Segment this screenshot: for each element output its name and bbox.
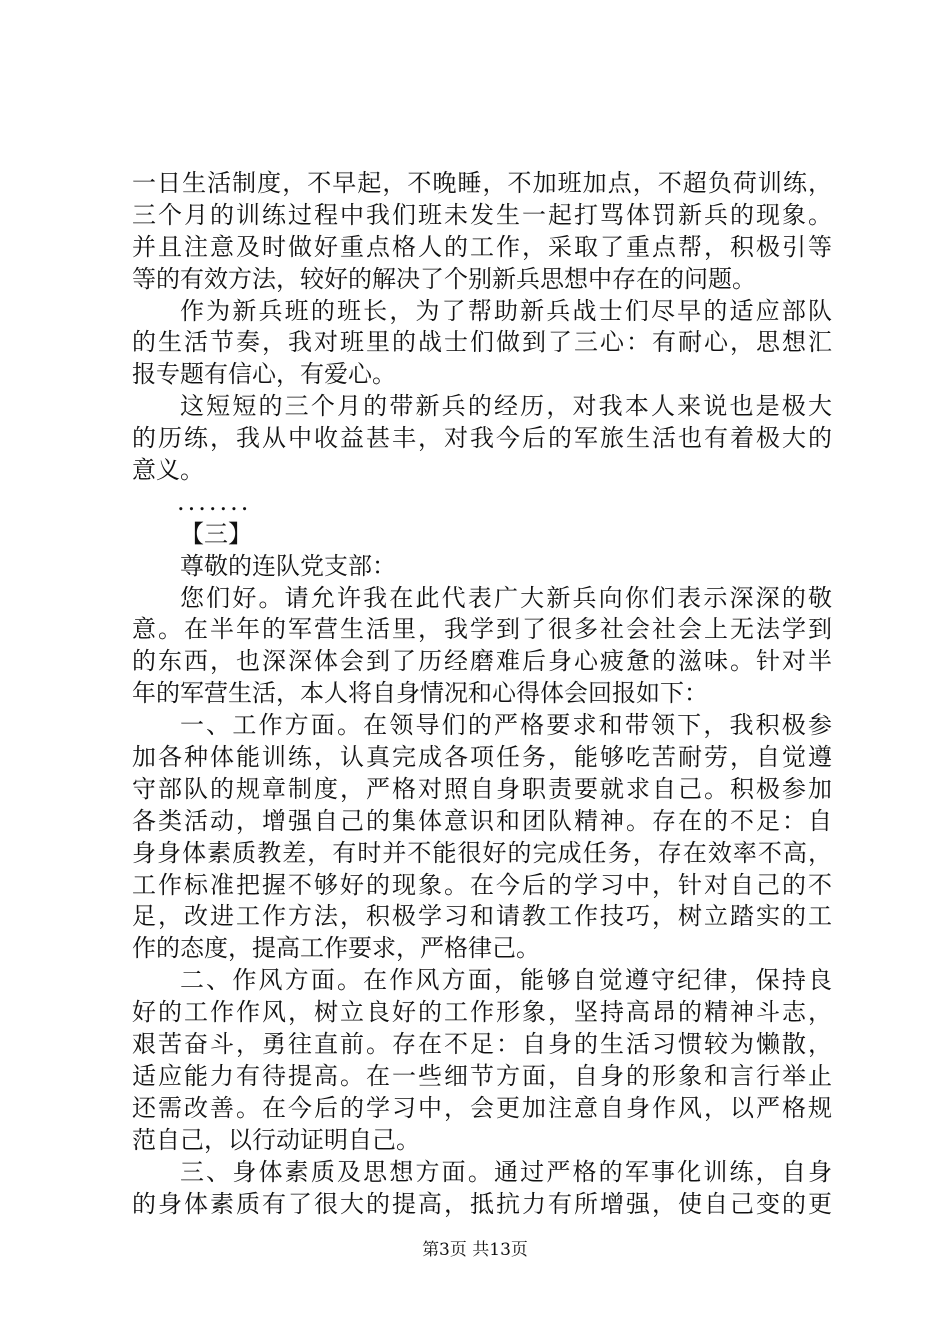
document-body	[132, 168, 832, 1220]
text-line: 尊敬的连队党支部：	[180, 551, 396, 580]
text-line: 意。在半年的军营生活里，我学到了很多社会社会上无法学到	[132, 615, 832, 644]
ellipsis-separator: .......	[177, 487, 252, 516]
text-line: 工作标准把握不够好的现象。在今后的学习中，针对自己的不	[132, 870, 832, 899]
text-line: 一、工作方面。在领导们的严格要求和带领下，我积极参	[180, 711, 832, 740]
text-line: 意义。	[132, 456, 204, 485]
text-line: 艰苦奋斗，勇往直前。存在不足：自身的生活习惯较为懒散，	[132, 1030, 832, 1059]
text-line: 守部队的规章制度，严格对照自身职责要就求自己。积极参加	[132, 774, 832, 803]
text-line: 作为新兵班的班长，为了帮助新兵战士们尽早的适应部队	[180, 296, 832, 325]
text-line: 的历练，我从中收益甚丰，对我今后的军旅生活也有着极大的	[132, 424, 832, 453]
text-line: 一日生活制度，不早起，不晚睡，不加班加点，不超负荷训练，	[132, 169, 832, 197]
text-line: 年的军营生活，本人将自身情况和心得体会回报如下：	[132, 679, 708, 708]
text-line: 的东西，也深深体会到了历经磨难后身心疲惫的滋味。针对半	[132, 647, 832, 676]
text-line: 足，改进工作方法，积极学习和请教工作技巧，树立踏实的工	[132, 902, 832, 931]
text-line: 等的有效方法，较好的解决了个别新兵思想中存在的问题。	[132, 264, 756, 293]
text-line: 并且注意及时做好重点格人的工作，采取了重点帮，积极引等	[132, 232, 832, 261]
text-line: 适应能力有待提高。在一些细节方面，自身的形象和言行举止	[132, 1061, 832, 1090]
text-line: 作的态度，提高工作要求，严格律己。	[132, 934, 540, 963]
text-line: 报专题有信心，有爱心。	[132, 360, 396, 389]
text-line: 【三】	[180, 519, 252, 548]
text-line: 好的工作作风，树立良好的工作形象，坚持高昂的精神斗志，	[132, 998, 832, 1027]
text-line: 身身体素质教差，有时并不能很好的完成任务，存在效率不高，	[132, 838, 832, 867]
text-line: 三、身体素质及思想方面。通过严格的军事化训练，自身	[180, 1157, 832, 1186]
text-line: 这短短的三个月的带新兵的经历，对我本人来说也是极大	[180, 392, 832, 421]
text-line: 三个月的训练过程中我们班未发生一起打骂体罚新兵的现象。	[132, 200, 832, 229]
text-line: 加各种体能训练，认真完成各项任务，能够吃苦耐劳，自觉遵	[132, 743, 832, 772]
text-line: 二、作风方面。在作风方面，能够自觉遵守纪律，保持良	[180, 966, 832, 995]
text-line: 各类活动，增强自己的集体意识和团队精神。存在的不足：自	[132, 806, 832, 835]
text-line: 的身体素质有了很大的提高，抵抗力有所增强，使自己变的更	[132, 1189, 832, 1218]
text-line: 范自己，以行动证明自己。	[132, 1125, 420, 1154]
text-line: 的生活节奏，我对班里的战士们做到了三心：有耐心，思想汇	[132, 328, 832, 357]
text-line: 还需改善。在今后的学习中，会更加注意自身作风，以严格规	[132, 1093, 832, 1122]
page-footer: 第3页 共13页	[422, 1240, 528, 1260]
text-line: 您们好。请允许我在此代表广大新兵向你们表示深深的敬	[180, 583, 832, 612]
